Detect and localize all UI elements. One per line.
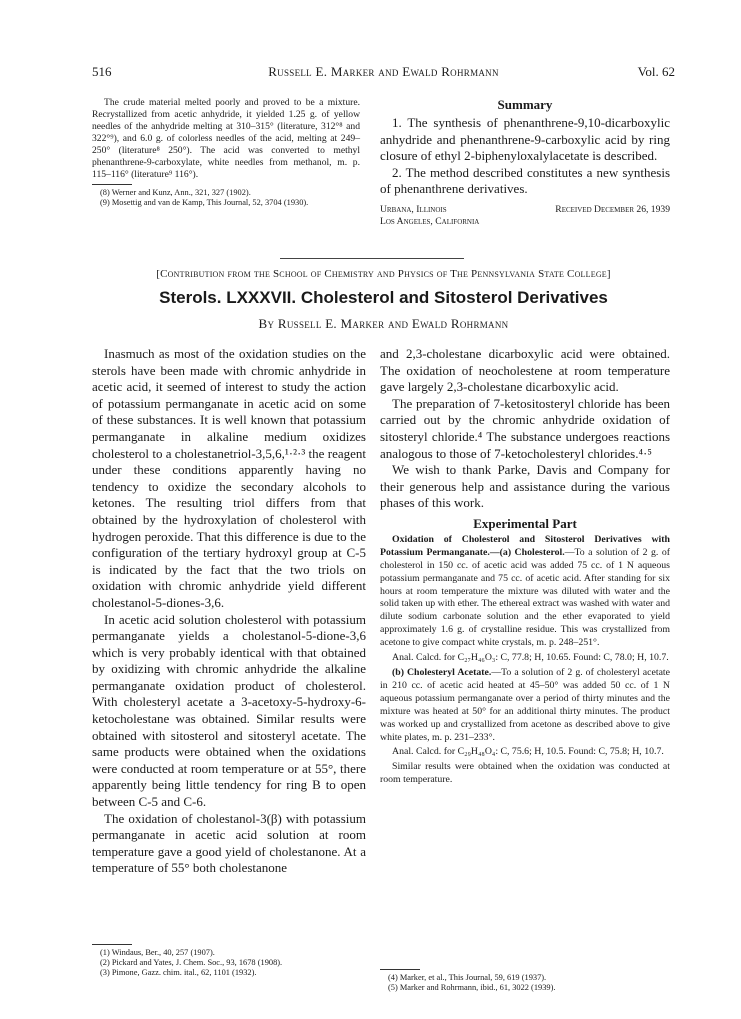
footnote-rule (92, 184, 132, 185)
footnote-1: (1) Windaus, Ber., 40, 257 (1907). (100, 948, 215, 957)
page-header (92, 64, 675, 80)
summary-item-1: 1. The synthesis of phenanthrene-9,10-dicarboxylic anhydride and phenanthrene-9-carboxylic acid by ring closure of ethyl 2-biphenyloxalylacetate is described. (380, 115, 670, 164)
running-title: Russell E. Marker and Ewald Rohrmann (268, 64, 499, 79)
analysis-2: Anal. Calcd. for C₂₉H₄₈O₄: C, 75.6; H, 10.5. Found: C, 75.8; H, 10.7. (392, 746, 664, 758)
continuation-paragraph: The crude material melted poorly and proved to be a mixture. Recrystallized from acetic anhydride, it yielded 1.25 g. of yellow needles of the anhydride melting at 310–315° (literature, 312°⁸ and 322°⁹), and 6.0 g. of colorless needles of the acid, melting at 249–250° (literature⁸ 250°). The acid was converted to methyl phenanthrene-9-carboxylate, white needles from methanol, m. p. 115–116° (literature⁹ 116°). (92, 97, 360, 180)
summary-section (380, 97, 670, 227)
right-paragraph-3: We wish to thank Parke, Davis and Company for their generous help and assistance during the various phases of this work. (380, 462, 670, 511)
address-block (380, 204, 670, 227)
address-line-1: Urbana, Illinois (380, 203, 447, 215)
right-paragraph-1: and 2,3-cholestane dicarboxylic acid were obtained. The oxidation of neocholestene at room temperature gave largely 2,3-cholestane dicarboxylic acid. (380, 346, 670, 395)
footnote-5: (5) Marker and Rohrmann, ibid., 61, 3022 (1939). (388, 983, 556, 993)
experimental-a-head: Oxidation of Cholesterol and Sitosterol Derivatives with Potassium Permanganate.—(a) Cholesterol. (380, 533, 670, 558)
experimental-b-head: (b) Cholesteryl Acetate. (392, 667, 492, 678)
previous-article-continuation (92, 97, 360, 208)
footnote-rule (380, 969, 420, 970)
footnote-3: (3) Pimone, Gazz. chim. ital., 62, 1101 (1932). (100, 968, 257, 978)
article-title: Sterols. LXXXVII. Cholesterol and Sitosterol Derivatives (159, 288, 608, 307)
left-column (92, 346, 366, 877)
experimental-b (380, 667, 670, 744)
experimental-heading: Experimental Part (473, 515, 577, 531)
analysis-1: Anal. Calcd. for C₂₇H₄₆O₃: C, 77.8; H, 10.65. Found: C, 78.0; H, 10.7. (392, 652, 669, 664)
left-paragraph-2: In acetic acid solution cholesterol with potassium permanganate yields a cholestanol-5-dione-3,6 which is very probably identical with that obtained by oxidizing with chromic anhydride the alkaline permanganate oxidation product of cholesterol. With cholesteryl acetate a 3-acetoxy-5-hydroxy-6-ketocholestane was obtained. Similar results were obtained with sitosterol and sitosteryl acetate. The same products were obtained when the oxidations were conducted at room temperature or at 55°, there apparently being little tendency for ring B to open between C-5 and C-6. (92, 611, 366, 810)
footnote-8: (8) Werner and Kunz, Ann., 321, 327 (1902). (100, 188, 251, 197)
right-paragraph-2: The preparation of 7-ketositosteryl chloride has been carried out by the chromic anhydride oxidation of sitosteryl chloride.⁴ The substance undergoes reactions analogous to those of 7-ketocholesteryl chlorides.⁴·⁵ (380, 395, 670, 461)
left-paragraph-1: Inasmuch as most of the oxidation studies on the sterols have been made with chromic anhydride in acetic acid, it seemed of interest to study the action of potassium permanganate in acetic acid on some of these substances. It is well known that potassium permanganate in alkaline medium oxidizes cholesterol to a cholestanetriol-3,5,6,¹·²·³ the reagent under these conditions apparently having no tendency to oxidize the secondary alcohols to ketones. The resulting triol differs from that obtained by the hydroxylation of cholesterol with hydrogen peroxide. That this difference is due to the configuration of the tertiary hydroxyl group at C-5 is indicated by the fact that the two triols on oxidation with chromic anhydride yield different cholestanol-5-diones-3,6. (92, 346, 366, 610)
address-line-2: Los Angeles, California (380, 215, 480, 227)
experimental-b-body: —To a solution of 2 g. of cholesteryl acetate in 210 cc. of acetic acid heated at 45–50° was added 50 cc. of 1 N aqueous potassium permanganate over a period of thirty minutes and the mixture was heated at 50° for an additional thirty minutes. The product was worked up and crystallized from acetone as described above to give white plates, m. p. 231–233°. (380, 667, 670, 743)
similar-results: Similar results were obtained when the oxidation was conducted at room temperature. (380, 761, 670, 786)
footnote-4: (4) Marker, et al., This Journal, 59, 619 (1937). (388, 973, 547, 982)
experimental-a-body: —To a solution of 2 g. of cholesterol in 150 cc. of acetic acid was added 75 cc. of 1 N aqueous potassium permanganate and 75 cc. of acetic acid. After standing for six hours at room temperature the mixture was diluted with water and the solid taken up with ether. The ethereal extract was washed with water and dilute sodium carbonate solution and the ether evaporated to yield approximately 1.6 g. of crystalline residue. This was crystallized from acetone to give compact white crystals, m. p. 248–251°. (380, 546, 670, 649)
right-footnotes (380, 966, 670, 993)
summary-item-2: 2. The method described constitutes a new synthesis of phenanthrene derivatives. (380, 164, 670, 197)
page-number: 516 (92, 64, 112, 79)
footnote-rule (92, 944, 132, 945)
summary-heading: Summary (497, 97, 553, 112)
article-byline: By Russell E. Marker and Ewald Rohrmann (258, 316, 509, 331)
footnote-9: (9) Mosettig and van de Kamp, This Journal, 52, 3704 (1930). (100, 198, 309, 208)
article-divider (280, 258, 464, 259)
volume-label: Vol. 62 (637, 64, 675, 79)
footnote-2: (2) Pickard and Yates, J. Chem. Soc., 93, 1678 (1908). (100, 958, 283, 968)
right-column (380, 346, 670, 787)
left-footnotes (92, 941, 366, 979)
left-paragraph-3: The oxidation of cholestanol-3(β) with potassium permanganate in acetic acid solution at room temperature gave a good yield of cholestanone. At a temperature of 55° both cholestanone (92, 810, 366, 876)
experimental-a (380, 534, 670, 650)
contribution-line: [Contribution from the School of Chemistry and Physics of The Pennsylvania State College] (156, 268, 611, 280)
received-date: Received December 26, 1939 (555, 203, 670, 215)
